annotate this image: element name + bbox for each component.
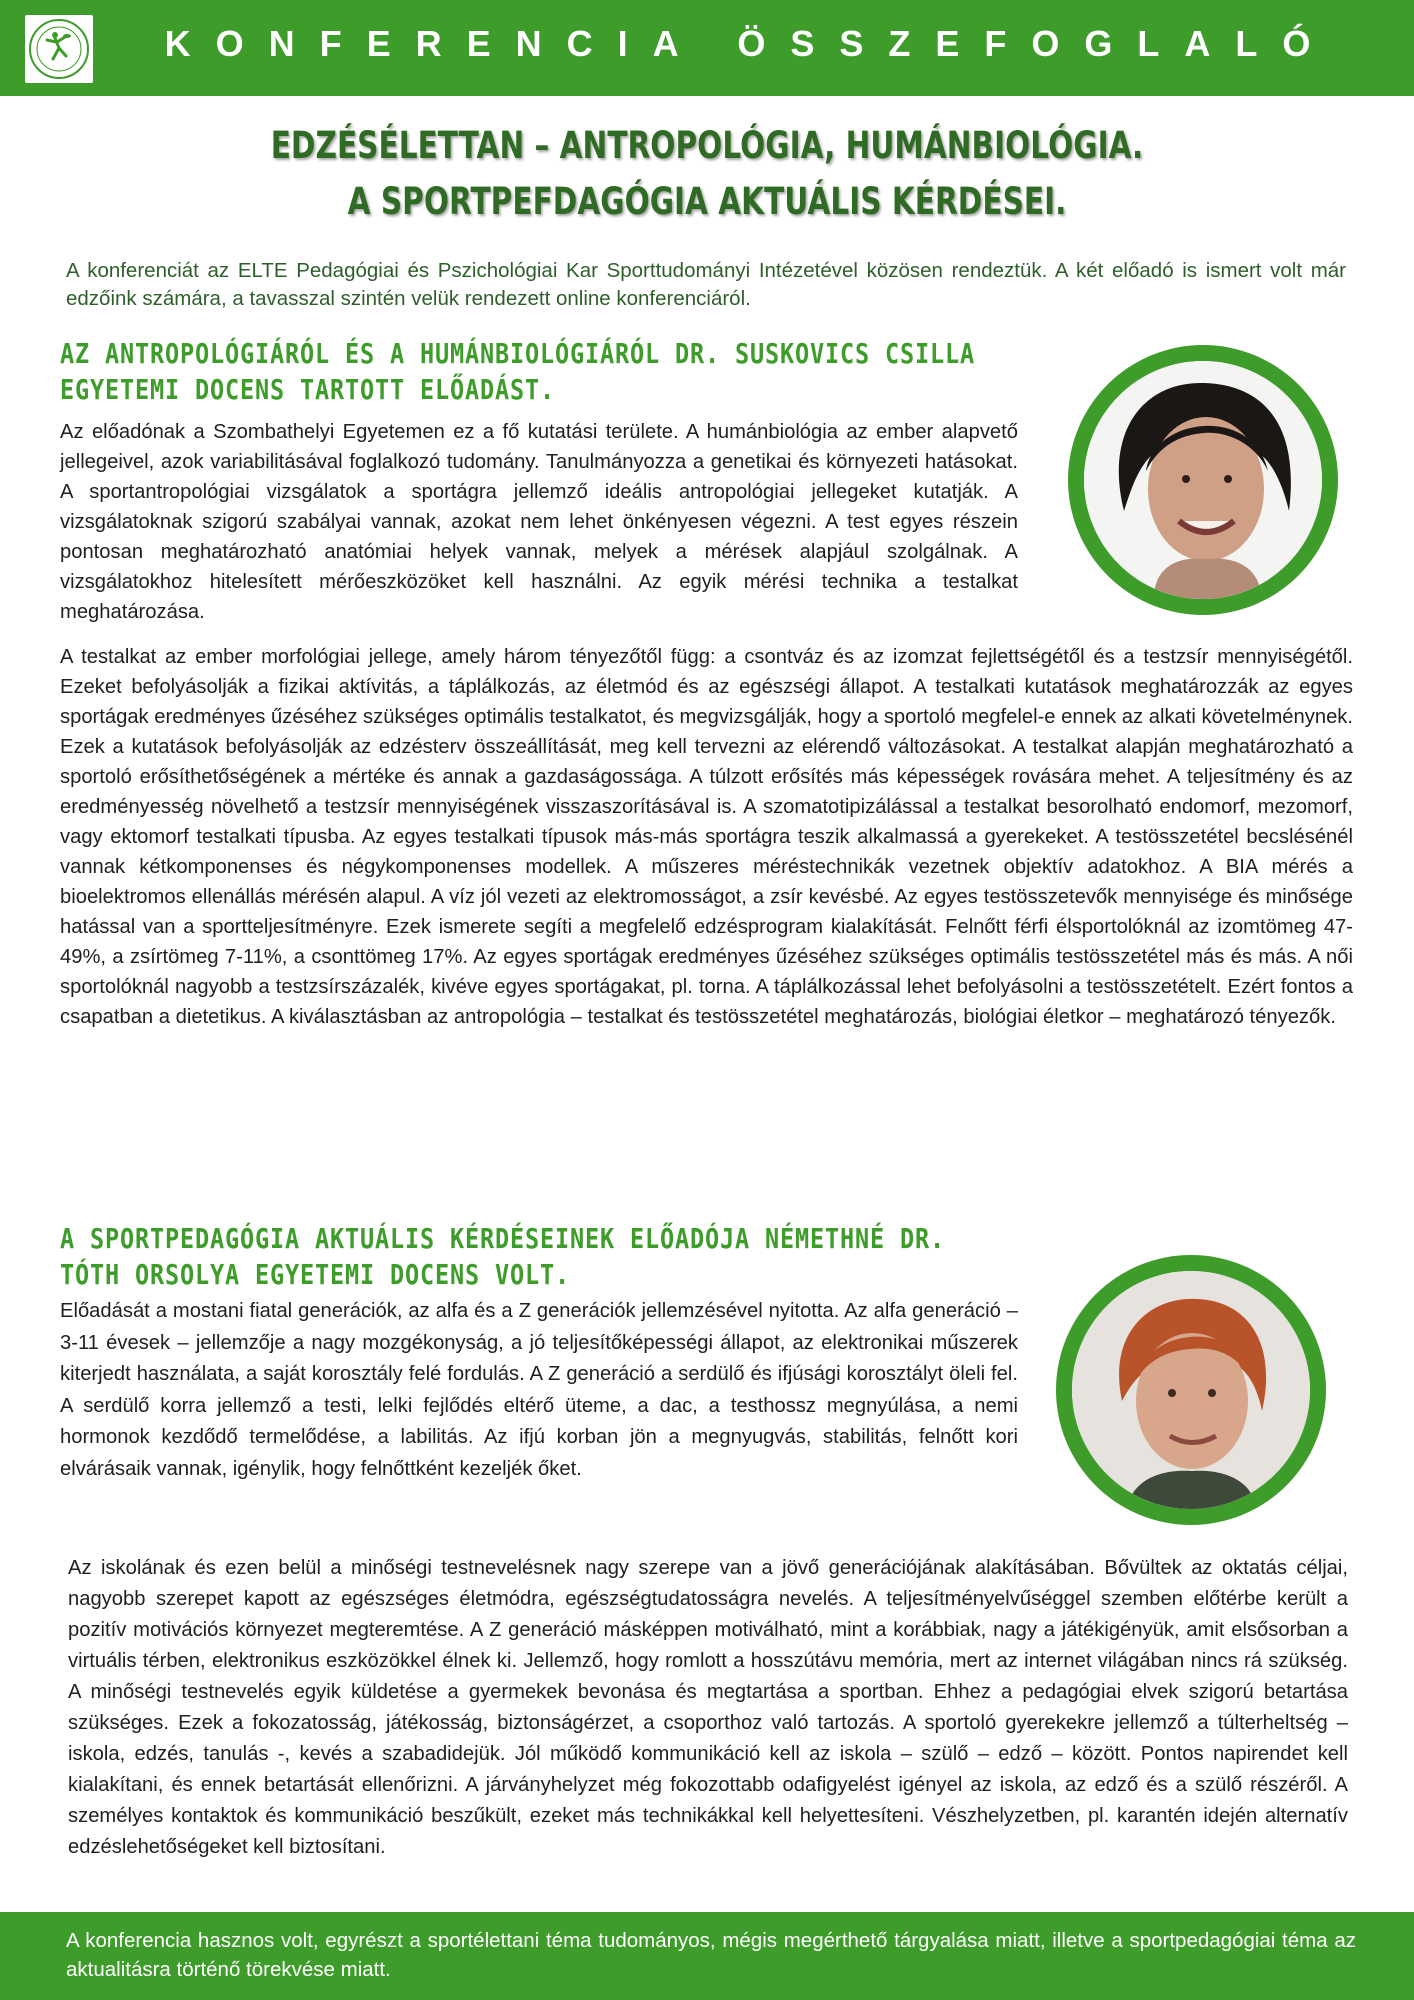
section2-paragraph-1: Előadását a mostani fiatal generációk, az alfa és a Z generációk jellemzésével nyitotta. Az alfa generáció – 3-11 évesek – jellemzője a nagy mozgékonyság, a jó teljesítőképességi állapot, az elektronikai műszerek kiterjedt használata, a saját korosztály felé fordulás. A Z generáció a serdülő és ifjúsági korosztályt öleli fel. A serdülő korra jellemző a testi, lelki fejlődés eltérő üteme, a dac, a testhossz megnyúlása, a nemi hormonok kezdődő termelődése, a labilitás. Az ifjú korban jön a megnyugvás, stabilitás, felnőtt kori elvárásaik vannak, igénylik, hogy felnőttként kezeljék őket. <box>60 1300 1018 1480</box>
section1-heading-line-2: EGYETEMI DOCENS TARTOTT ELŐADÁST. <box>60 373 556 406</box>
sports-club-logo-icon <box>25 15 93 83</box>
header-bar <box>0 0 1414 96</box>
section2-paragraph-2: Az iskolának és ezen belül a minőségi testnevelésnek nagy szerepe van a jövő generációjának alakításában. Bővültek az oktatás céljai, nagyobb szerepet kapott az egészséges életmódra, egészségtudatosságra nevelés. A teljesítményelvűséggel szemben előtérbe került a pozitív motivációs környezet megteremtése. A Z generáció másképpen motiválható, mint a korábbiak, nagy a játékigényük, amit elsősorban a virtuális térben, elektronikus eszközökkel élnek ki. Jellemző, hogy romlott a hosszútávu memória, mert az internet világában nincs rá szükség. A minőségi testnevelés egyik küldetése a gyermekek bevonása és megtartása a sportban. Ehhez a pedagógiai elvek szigorú betartása szükséges. Ezek a fokozatosság, játékosság, biztonságérzet, a csoporthoz való tartozás. A sportoló gyerekekre jellemző a túlterheltség – iskola, edzés, tanulás -, kevés a szabadidejük. Jól működő kommunikáció kell az iskola – szülő – edző – között. Pontos napirendet kell kialakítani, és ennek betartását ellenőrizni. A járványhelyzet még fokozottabb odafigyelést igényel az iskola, az edző és a szülő részéről. A személyes kontaktok és kommunikáció beszűkült, ezeket más technikákkal kell helyettesíteni. Vészhelyzetben, pl. karantén idején alternatív edzéslehetőségeket kell biztosítani. <box>68 1557 1348 1858</box>
section1-paragraph-2: A testalkat az ember morfológiai jellege, amely három tényezőtől függ: a csontváz és az izomzat fejlettségétől és a testzsír mennyiségétől. Ezeket befolyásolják a fizikai aktívitás, a táplálkozás, az életmód és az egészségi állapot. A testalkati kutatások meghatározzák az egyes sportágak eredményes űzéséhez szükséges optimális testalkatot, és megvizsgálják, hogy a sportoló megfelel-e ennek az alkati követelménynek. Ezek a kutatások befolyásolják az edzésterv összeállítását, meg kell tervezni az elérendő változásokat. A testalkat alapján meghatározható a sportoló erősíthetőségének a mértéke és annak a gazdaságossága. A túlzott erősítés más képességek rovására mehet. A teljesítmény és az eredményesség növelhető a testzsír mennyiségének visszaszorításával is. A szomatotipizálással a testalkat besorolható endomorf, mezomorf, vagy ektomorf testalkati típusba. Az egyes testalkati típusok más-más sportágra teszik alkalmassá a gyerekeket. A testösszetétel becslésénél vannak kétkomponenses és négykomponenses modellek. A műszeres méréstechnikák vezetnek objektív adatokhoz. A BIA mérés a bioelektromos ellenállás mérésén alapul. A víz jól vezeti az elektromosságot, a zsír kevésbé. Az egyes testösszetevők mennyisége és minősége hatással van a sportteljesítményre. Ezek ismerete segíti a megfelelő edzésprogram kialakítását. Felnőtt férfi élsportolóknál az izomtömeg 47-49%, a zsírtömeg 7-11%, a csonttömeg 17%. Az egyes sportágak eredményes űzéséhez szükséges optimális testösszetétel más és más. A női sportolóknál nagyobb a testzsírszázalék, kivéve egyes sportágakat, pl. torna. A táplálkozással lehet befolyásolni a testösszetételt. Ezért fontos a csapatban a dietetikus. A kiválasztásban az antropológia – testalkat és testösszetétel meghatározás, biológiai életkor – meghatározó tényezők. <box>60 646 1353 1028</box>
section2-heading-line-2: TÓTH ORSOLYA EGYETEMI DOCENS VOLT. <box>60 1258 571 1291</box>
title-line-1: EDZÉSÉLETTAN – ANTROPOLÓGIA, HUMÁNBIOLÓGIA. <box>270 124 1144 167</box>
title-line-2: A SPORTPEFDAGÓGIA AKTUÁLIS KÉRDÉSEI. <box>347 180 1067 223</box>
section1-heading-line-1: AZ ANTROPOLÓGIÁRÓL ÉS A HUMÁNBIOLÓGIÁRÓL DR. SUSKOVICS CSILLA <box>60 337 976 370</box>
speaker2-portrait <box>1056 1255 1326 1525</box>
section2-heading-line-1: A SPORTPEDAGÓGIA AKTUÁLIS KÉRDÉSEINEK ELŐADÓJA NÉMETHNÉ DR. <box>60 1222 946 1255</box>
speaker2-photo-icon <box>1072 1271 1310 1509</box>
speaker1-portrait <box>1068 345 1338 615</box>
speaker1-photo-icon <box>1084 361 1322 599</box>
section1-paragraph-1: Az előadónak a Szombathelyi Egyetemen ez a fő kutatási területe. A humánbiológia az ember alapvető jellegeivel, azok variabilitásával foglalkozó tudomány. Tanulmányozza a genetikai és környezeti hatásokat. A sportantropológiai vizsgálatok a sportágra jellemző ideális antropológiai jellegeket kutatják. A vizsgálatoknak szigorú szabályai vannak, azokat nem lehet önkényesen végezni. A test egyes részein pontosan meghatározható anatómiai helyek vannak, melyek a mérések alapjául szolgálnak. A vizsgálatokhoz hitelesített mérőeszközöket kell használni. Az egyik mérési technika a testalkat meghatározása. <box>60 421 1018 623</box>
footer-bar <box>0 1912 1414 2000</box>
section2-heading <box>60 1221 1068 1293</box>
page-title <box>221 118 1192 230</box>
footer-text: A konferencia hasznos volt, egyrészt a sportélettani téma tudományos, mégis megérthető tárgyalása miatt, illetve a sportpedagógiai téma az aktualitásra történő törekvése miatt. <box>66 1929 1356 1981</box>
intro-paragraph: A konferenciát az ELTE Pedagógiai és Pszichológiai Kar Sporttudományi Intézetével közösen rendeztük. A két előadó is ismert volt már edzőink számára, a tavasszal szintén velük rendezett online konferenciáról. <box>66 259 1346 310</box>
banner-title: KONFERENCIA ÖSSZEFOGLALÓ <box>164 23 1336 64</box>
section1-heading <box>60 336 1068 408</box>
